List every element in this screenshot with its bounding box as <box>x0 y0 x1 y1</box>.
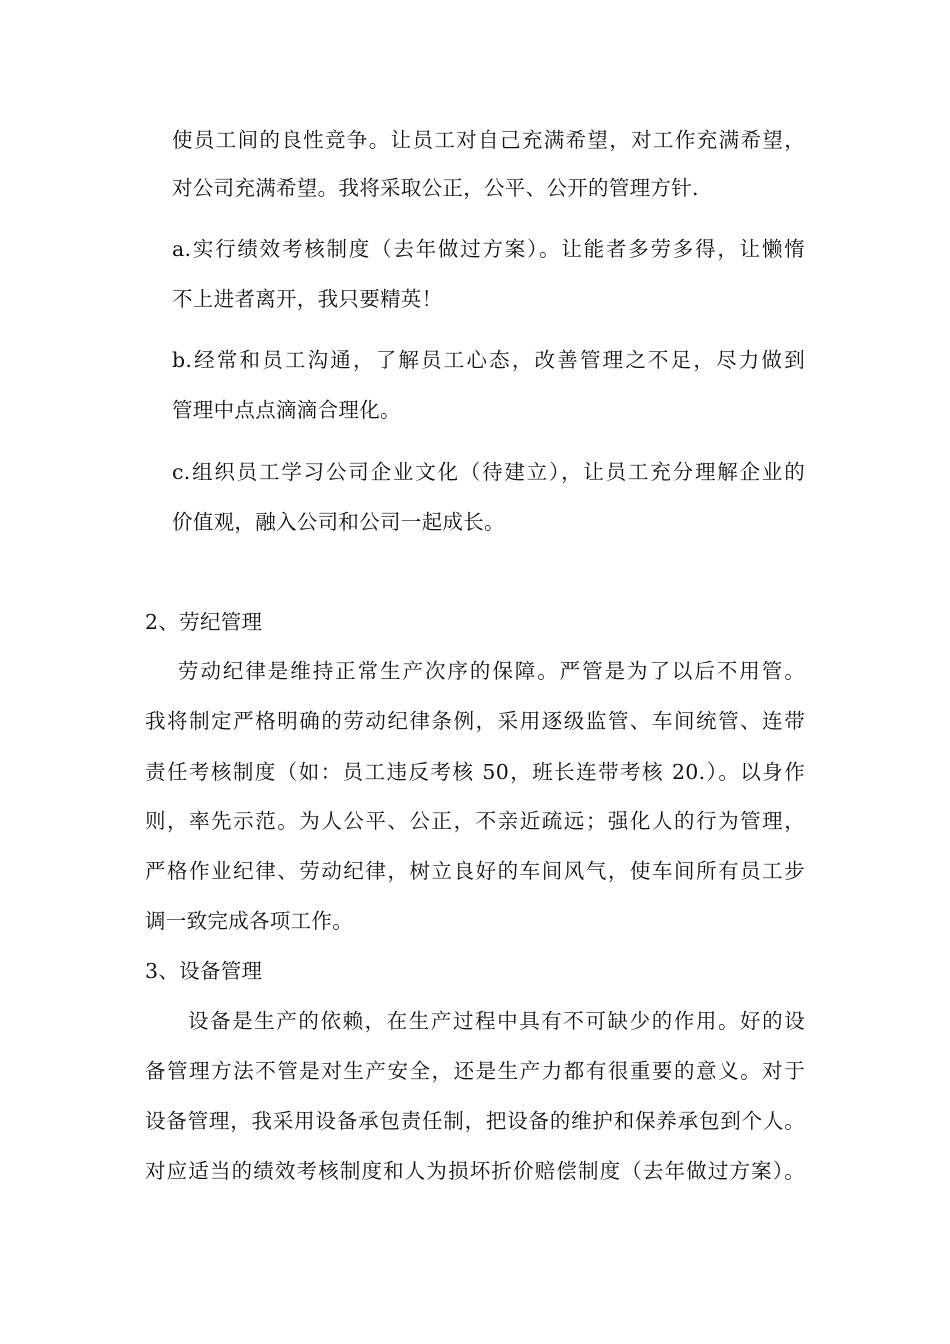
section2-paragraph-line: 责任考核制度（如：员工违反考核 50，班长连带考核 20.）。以身作 <box>145 760 805 784</box>
section2-paragraph-line: 我将制定严格明确的劳动纪律条例，采用逐级监管、车间统管、连带 <box>145 709 805 733</box>
section-heading: 2、劳纪管理 <box>145 610 263 634</box>
section3-paragraph-line: 设备是生产的依赖，在生产过程中具有不可缺少的作用。好的设 <box>188 1009 805 1033</box>
section2-paragraph-line: 严格作业纪律、劳动纪律，树立良好的车间风气，使车间所有员工步 <box>145 859 805 883</box>
section2-paragraph-line: 则，率先示范。为人公平、公正，不亲近疏远；强化人的行为管理， <box>145 809 805 833</box>
item-b-line: 管理中点点滴滴合理化。 <box>172 398 401 422</box>
section-heading: 3、设备管理 <box>145 959 263 983</box>
item-c-line: 价值观，融入公司和公司一起成长。 <box>172 510 505 534</box>
section2-paragraph-line: 调一致完成各项工作。 <box>145 909 353 933</box>
intro-paragraph-line: 对公司充满希望。我将采取公正，公平、公开的管理方针. <box>172 176 699 200</box>
section3-paragraph-line: 对应适当的绩效考核制度和人为损坏折价赔偿制度（去年做过方案）。 <box>145 1159 805 1183</box>
section3-paragraph-line: 备管理方法不管是对生产安全，还是生产力都有很重要的意义。对于 <box>145 1059 805 1083</box>
intro-paragraph-line: 使员工间的良性竞争。让员工对自己充满希望，对工作充满希望， <box>172 128 805 152</box>
section3-paragraph-line: 设备管理，我采用设备承包责任制，把设备的维护和保养承包到个人。 <box>145 1109 805 1133</box>
section2-paragraph-line: 劳动纪律是维持正常生产次序的保障。严管是为了以后不用管。 <box>178 659 805 683</box>
item-a-line: 不上进者离开，我只要精英！ <box>172 287 443 311</box>
item-c-line: c.组织员工学习公司企业文化（待建立），让员工充分理解企业的 <box>172 460 805 484</box>
item-b-line: b.经常和员工沟通，了解员工心态，改善管理之不足，尽力做到 <box>172 348 805 372</box>
item-a-line: a.实行绩效考核制度（去年做过方案）。让能者多劳多得，让懒惰 <box>172 237 805 261</box>
